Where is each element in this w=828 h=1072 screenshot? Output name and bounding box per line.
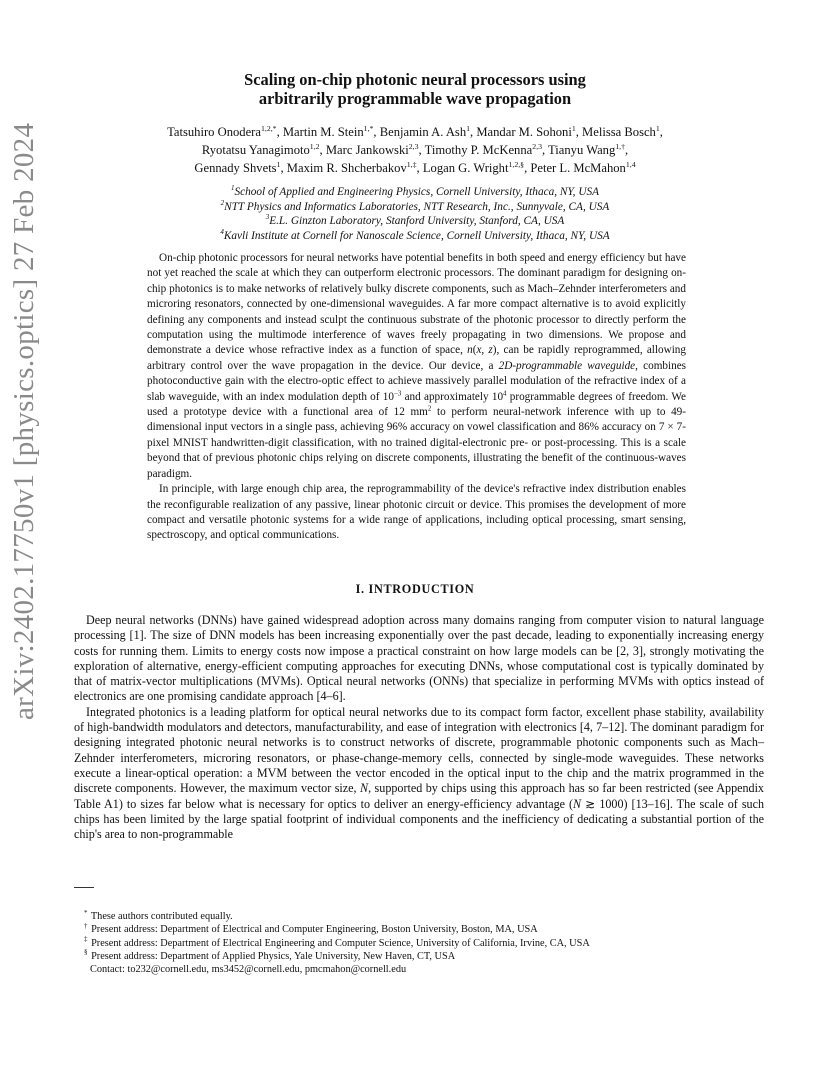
- title-line-1: Scaling on-chip photonic neural processors using: [244, 70, 586, 89]
- footnote-item: [74, 963, 764, 976]
- section-heading-introduction: I. INTRODUCTION: [355, 582, 475, 596]
- introduction-body: [74, 613, 764, 842]
- intro-paragraph-2: Integrated photonics is a leading platform for optical neural networks due to its compact form factor, excellent phase stability, availability of high-bandwidth modulators and detectors, manufacturability, and ease of integration with electronics [4, 7–12]. The dominant paradigm for designing integrated photonic neural networks is to construct networks of discrete, programmable photonic components such as Mach–Zehnder interferometers, microring resonators, or phase-change-memory cells, connected by single-mode waveguides. These networks execute a linear-optical operation: a MVM between the vector encoded in the optical input to the chip and the matrix programmed in the discrete components. However, the maximum vector size, N, supported by chips using this approach has so far been restricted (see Appendix Table A1) to sizes far below what is necessary for optics to deliver an energy-efficiency advantage (N ≳ 1000) [13–16]. The scale of such chips has been limited by the large spatial footprint of individual components and the inefficiency of dedicating a substantial portion of the chip's area to non-programmable: [74, 704, 764, 842]
- title-line-2: arbitrarily programmable wave propagation: [258, 89, 572, 108]
- abstract: [147, 251, 686, 544]
- author-list: Tatsuhiro Onodera$^{1,2,*}$, Martin M. Stein$^{1,*}$, Benjamin A. Ash$^1$, Mandar M. Sohoni$^1$, Melissa Bosch$^1$, Ryotatsu Yanagimoto$^{1,2}$, Marc Jankowski$^{2,3}$, Timothy P. McKenna$^{2,3}$, Tianyu Wang$^{1,\dagger}$, Gennady Shvets$^1$, Maxim R. Shcherbakov$^{1,\ddagger}$, Logan G. Wright$^{1,2,\S}$, Peter L. McMahon$^{1,4}$: [167, 123, 663, 175]
- footnote-mark: ‡: [84, 935, 88, 944]
- footnote-divider: [74, 887, 94, 888]
- arxiv-identifier[interactable]: arXiv:2402.17750v1 [physics.optics] 27 Feb 2024: [8, 122, 40, 720]
- footnote-item: [74, 910, 764, 923]
- abstract-paragraph-2: In principle, with large enough chip area, the reprogrammability of the device's refractive index distribution enables the reconfigurable realization of any passive, linear photonic circuit or device. This promises the development of more compact and versatile photonic systems for a wide range of applications, including optical processing, smart sensing, spectroscopy, and optical communications.: [147, 483, 686, 542]
- footnote-text[interactable]: Contact: to232@cornell.edu, ms3452@cornell.edu, pmcmahon@cornell.edu: [90, 964, 407, 976]
- footnote-text: Present address: Department of Electrical Engineering and Computer Science, University of California, Irvine, CA, USA: [91, 937, 590, 949]
- paper-title: [100, 70, 730, 108]
- footnote-item: [74, 937, 764, 950]
- abstract-paragraph-1: On-chip photonic processors for neural networks have potential benefits in both speed and energy efficiency but have not yet reached the scale at which they can outperform electronic processors. The dominant paradigm for designing on-chip photonics is to make networks of relatively bulky discrete components, such as Mach–Zehnder interferometers and microring resonators, connected by one-dimensional waveguides. A far more compact alternative is to avoid explicitly defining any components and instead sculpt the continuous substrate of the photonic processor to directly perform the computation using the multimode interference of waves freely propagating in two dimensions. We propose and demonstrate a device whose refractive index as a function of space, n(x, z), can be rapidly reprogrammed, allowing arbitrary control over the wave propagation in the device. Our device, a 2D-programmable waveguide, combines photoconductive gain with the electro-optic effect to achieve massively parallel modulation of the refractive index of a slab waveguide, with an index modulation depth of $10^{-3}$ and approximately $10^4$ programmable degrees of freedom. We used a prototype device with a functional area of 12 $mm^2$ to perform neural-network inference with up to 49-dimensional input vectors in a single pass, achieving 96% accuracy on vowel classification and 86% accuracy on 7 × 7-pixel MNIST handwritten-digit classification, with no trained digital-electronic pre- or post-processing. This is a scale beyond that of previous photonic chips relying on discrete components, illustrating the benefit of the continuous-waves paradigm.: [147, 252, 687, 480]
- footnote-item: [74, 950, 764, 963]
- footnote-item: [74, 923, 764, 936]
- footnote-mark: †: [84, 921, 88, 930]
- intro-paragraph-1: Deep neural networks (DNNs) have gained widespread adoption across many domains ranging from computer vision to natural language processing [1]. The size of DNN models has been increasing exponentially over the past decade, leading to exponentially increasing energy costs for running them. Limits to energy costs now impose a practical constraint on how large models can be [2, 3], strongly motivating the exploration of alternative, energy-efficient computing approaches for executing DNNs, whose computational cost is typically dominated by that of matrix-vector multiplications (MVMs). Optical neural networks (ONNs) that specialize in performing MVMs with optics instead of electronics are one promising candidate approach [4–6].: [74, 613, 764, 704]
- footnote-mark: §: [84, 948, 88, 957]
- footnote-mark: *: [84, 908, 88, 917]
- affiliation-list: $^1$School of Applied and Engineering Physics, Cornell University, Ithaca, NY, USA $^2$NTT Physics and Informatics Laboratories, NTT Research, Inc., Sunnyvale, CA, USA $^3$E.L. Ginzton Laboratory, Stanford University, Stanford, CA, USA $^4$Kavli Institute at Cornell for Nanoscale Science, Cornell University, Ithaca, NY, USA: [220, 184, 610, 242]
- footnotes: [74, 910, 764, 976]
- footnote-text: Present address: Department of Electrical and Computer Engineering, Boston University, Boston, MA, USA: [91, 924, 538, 936]
- footnote-text: Present address: Department of Applied Physics, Yale University, New Haven, CT, USA: [91, 950, 456, 962]
- footnote-text: These authors contributed equally.: [90, 911, 233, 922]
